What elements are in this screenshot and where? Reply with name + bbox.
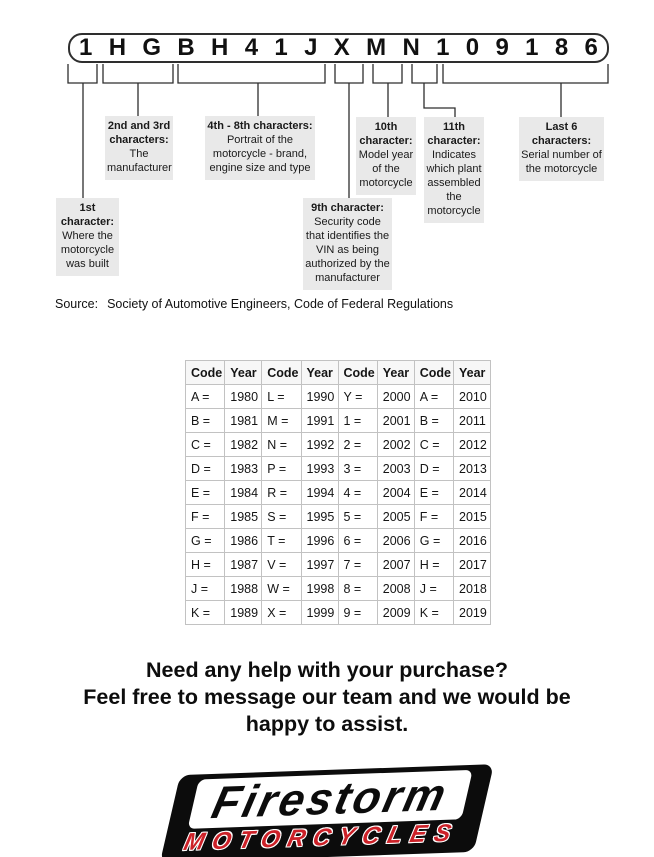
year-cell: 2013 [454,457,491,481]
year-cell: 2001 [377,409,414,433]
year-cell: 2000 [377,385,414,409]
year-table-header: Code [414,361,453,385]
code-cell: 9 = [338,601,377,625]
code-cell: F = [414,505,453,529]
code-cell: A = [414,385,453,409]
callout-title: 2nd and 3rd characters: [107,120,171,146]
callout-2nd-3rd-characters [105,116,173,180]
code-cell: B = [414,409,453,433]
code-cell: B = [186,409,225,433]
code-cell: W = [262,577,301,601]
code-cell: V = [262,553,301,577]
callout-title: 9th character: [311,202,384,214]
year-cell: 1987 [225,553,262,577]
table-row [186,481,491,505]
code-cell: T = [262,529,301,553]
code-cell: J = [414,577,453,601]
year-cell: 2015 [454,505,491,529]
year-cell: 1994 [301,481,338,505]
code-cell: J = [186,577,225,601]
code-cell: G = [186,529,225,553]
code-cell: P = [262,457,301,481]
callout-body: Security code that identifies the VIN as being authorized by the manufacturer [305,215,390,284]
logo-outline-shape [160,764,494,857]
code-cell: K = [414,601,453,625]
year-table-header: Year [301,361,338,385]
vin-character: 1 [79,34,93,61]
table-row [186,577,491,601]
vin-character: H [211,34,229,61]
table-row [186,457,491,481]
code-cell: 7 = [338,553,377,577]
callout-body: The manufacturer [107,147,172,174]
year-cell: 2017 [454,553,491,577]
code-cell: S = [262,505,301,529]
callout-4th-8th-characters [205,116,315,180]
code-cell: X = [262,601,301,625]
year-cell: 1992 [301,433,338,457]
year-cell: 1990 [301,385,338,409]
vin-character: 1 [525,34,539,61]
vin-character: 6 [584,34,598,61]
year-table-header: Code [338,361,377,385]
year-cell: 2019 [454,601,491,625]
code-cell: C = [414,433,453,457]
source-line [55,297,453,311]
code-cell: 6 = [338,529,377,553]
help-line-2: Feel free to message our team and we would be happy to assist. [83,685,571,736]
callout-10th-character [356,117,416,195]
vin-character: X [333,34,350,61]
code-cell: H = [414,553,453,577]
vin-character: N [402,34,420,61]
year-cell: 1998 [301,577,338,601]
table-row [186,553,491,577]
code-cell: 8 = [338,577,377,601]
table-row [186,505,491,529]
year-cell: 2018 [454,577,491,601]
code-cell: A = [186,385,225,409]
callout-title: 10th character: [359,121,413,147]
year-cell: 1988 [225,577,262,601]
code-cell: M = [262,409,301,433]
year-cell: 1985 [225,505,262,529]
code-cell: D = [186,457,225,481]
callout-title: 11th character: [427,121,481,147]
logo-brand-text: Firestorm [207,768,454,829]
year-cell: 1989 [225,601,262,625]
year-cell: 2016 [454,529,491,553]
callout-11th-character [424,117,484,223]
table-row [186,529,491,553]
code-cell: 2 = [338,433,377,457]
code-cell: C = [186,433,225,457]
vin-character: 9 [495,34,509,61]
code-cell: K = [186,601,225,625]
code-cell: E = [414,481,453,505]
year-cell: 2005 [377,505,414,529]
year-cell: 2012 [454,433,491,457]
year-cell: 1996 [301,529,338,553]
year-cell: 1980 [225,385,262,409]
callout-body: Serial number of the motorcycle [521,148,602,175]
vin-character: 0 [465,34,480,61]
year-cell: 2004 [377,481,414,505]
code-cell: 5 = [338,505,377,529]
year-cell: 2010 [454,385,491,409]
year-table-header: Code [186,361,225,385]
year-cell: 1999 [301,601,338,625]
year-cell: 2011 [454,409,491,433]
year-cell: 1984 [225,481,262,505]
year-cell: 2003 [377,457,414,481]
callout-last-6-characters [519,117,604,181]
vin-character: 8 [554,34,569,61]
help-line-1: Need any help with your purchase? [146,658,508,682]
vin-character: M [366,34,387,61]
vin-character: 1 [274,34,288,61]
source-label: Source: [55,297,99,311]
code-cell: 3 = [338,457,377,481]
year-cell: 1997 [301,553,338,577]
year-cell: 1993 [301,457,338,481]
callout-9th-character [303,198,392,290]
year-cell: 1995 [301,505,338,529]
year-cell: 2008 [377,577,414,601]
year-cell: 2009 [377,601,414,625]
year-table-header: Year [454,361,491,385]
year-table-header: Code [262,361,301,385]
table-row [186,601,491,625]
code-cell: E = [186,481,225,505]
year-cell: 2014 [454,481,491,505]
callout-title: 1st character: [60,202,115,228]
vin-number-box [68,33,609,63]
code-cell: R = [262,481,301,505]
table-row [186,433,491,457]
year-cell: 1986 [225,529,262,553]
year-cell: 1991 [301,409,338,433]
vin-character: B [177,34,195,61]
callout-1st-character [56,198,119,276]
code-cell: 4 = [338,481,377,505]
callout-title: 4th - 8th characters: [207,120,313,132]
year-code-table [185,360,491,625]
callout-body: Where the motorcycle was built [60,229,115,270]
code-cell: F = [186,505,225,529]
callout-body: Portrait of the motorcycle - brand, engine size and type [209,133,311,174]
code-cell: H = [186,553,225,577]
source-text: Society of Automotive Engineers, Code of Federal Regulations [107,297,454,311]
vin-character: 4 [244,34,259,61]
code-cell: N = [262,433,301,457]
code-cell: L = [262,385,301,409]
code-cell: 1 = [338,409,377,433]
code-cell: D = [414,457,453,481]
vin-character: G [142,34,162,61]
callout-body: Indicates which plant assembled the motorcycle [426,148,482,217]
help-message [0,657,654,738]
vin-character: H [108,34,127,61]
table-row [186,409,491,433]
year-cell: 1981 [225,409,262,433]
code-cell: G = [414,529,453,553]
callout-title: Last 6 characters: [531,121,592,147]
firestorm-logo [168,765,485,857]
year-cell: 1983 [225,457,262,481]
vin-character: 1 [436,34,450,61]
table-header-row [186,361,491,385]
code-cell: Y = [338,385,377,409]
table-row [186,385,491,409]
year-table-header: Year [225,361,262,385]
callout-body: Model year of the motorcycle [358,148,414,189]
logo-sub-text: MOTORCYCLES [181,819,462,857]
year-cell: 2006 [377,529,414,553]
year-cell: 1982 [225,433,262,457]
year-cell: 2002 [377,433,414,457]
vin-character: J [304,34,318,61]
year-table-header: Year [377,361,414,385]
year-cell: 2007 [377,553,414,577]
